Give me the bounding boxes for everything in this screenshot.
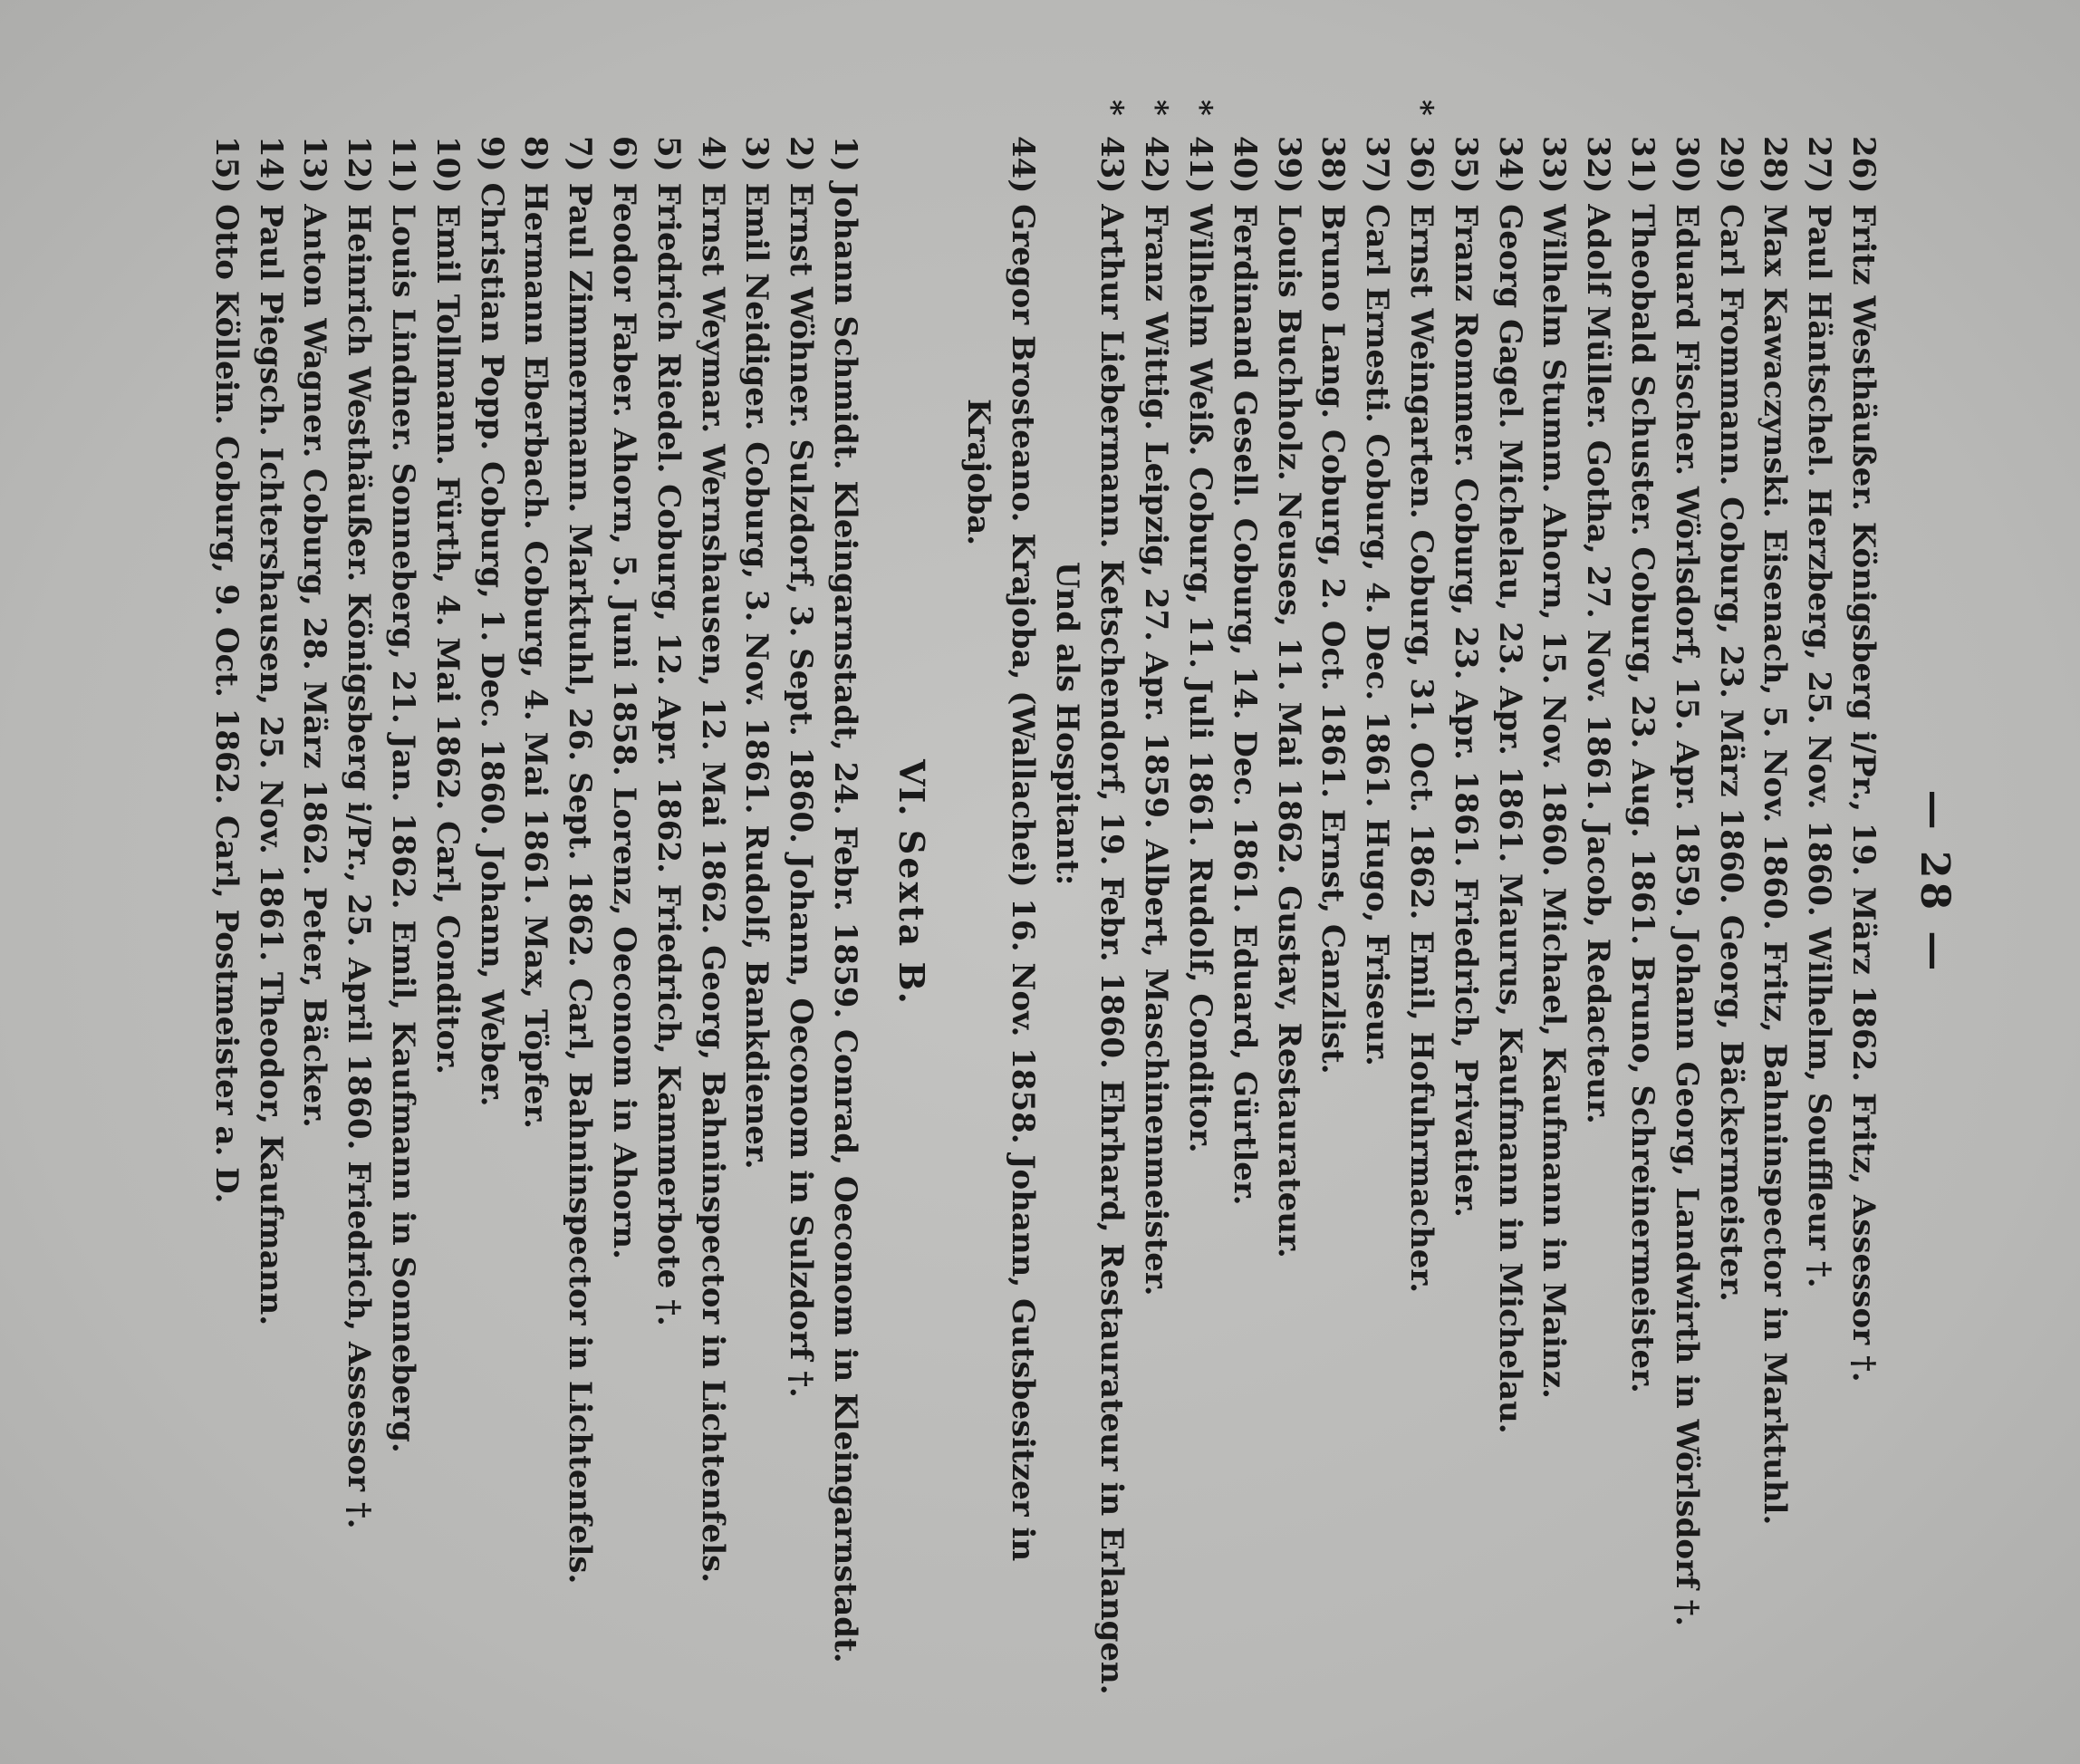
hospitant-block (957, 136, 1089, 1712)
heading-title: Sexta (891, 829, 932, 949)
list-entry (602, 136, 646, 1712)
list-entry (1488, 136, 1532, 1712)
page-number: — 28 — (1911, 789, 1958, 975)
heading-roman-numeral: VI. (891, 759, 932, 817)
list-entry (735, 136, 779, 1712)
list-entry (1796, 136, 1841, 1712)
list-entry (1620, 136, 1664, 1712)
list-entry (1841, 136, 1885, 1712)
list-entry (425, 136, 469, 1712)
entry-text: 12) Heinrich Westhäußer. Königsberg i/Pr., 25. April 1860. Friedrich, Assessor †. (341, 136, 378, 1529)
list-entry (1753, 136, 1797, 1712)
list-entry (1222, 136, 1266, 1712)
entry-text: 41) Wilhelm Weiß. Coburg, 11. Juli 1861. Rudolf, Conditor. (1182, 136, 1219, 1153)
entry-text: 33) Wilhelm Stumm. Ahorn, 15. Nov. 1860. Michael, Kaufmann in Mainz. (1536, 136, 1573, 1399)
entry-text: 11) Louis Lindner. Sonneberg, 21. Jan. 1862. Emil, Kaufmann in Sonneberg. (385, 136, 422, 1453)
asterisk-mark: * (1093, 100, 1131, 116)
entry-text: 37) Carl Ernesti. Coburg, 4. Dec. 1861. Hugo, Friseur. (1359, 136, 1396, 1066)
student-list-section-2 (204, 136, 867, 1712)
list-entry (1399, 100, 1443, 1712)
entry-text: 28) Max Kawaczynski. Eisenach, 5. Nov. 1860. Fritz, Bahninspector in Marktuhl. (1757, 136, 1794, 1526)
list-entry (1575, 136, 1620, 1712)
entry-text: 30) Eduard Fischer. Wörlsdorf, 15. Apr. 1859. Johann Georg, Landwirth in Wörlsdorf †. (1668, 136, 1705, 1627)
entry-text: 3) Emil Neidiger. Coburg, 3. Nov. 1861. Rudolf, Bankdiener. (738, 136, 775, 1170)
list-entry (1178, 100, 1222, 1712)
list-entry (336, 136, 380, 1712)
entry-text: 40) Ferdinand Gesell. Coburg, 14. Dec. 1861. Eduard, Gürtler. (1226, 136, 1263, 1206)
hospitant-entry-continuation: Krajoba. (960, 399, 997, 546)
list-entry (1311, 136, 1355, 1712)
asterisk-mark: * (1403, 100, 1440, 116)
entry-text: 13) Anton Wagner. Coburg, 28. März 1862. Peter, Bäcker. (296, 136, 333, 1128)
list-entry (248, 136, 293, 1712)
asterisk-mark: * (1138, 100, 1175, 116)
list-entry (1266, 136, 1311, 1712)
entry-text: 27) Paul Häntschel. Herzberg, 25. Nov. 1860. Wilhelm, Souffleur †. (1801, 136, 1838, 1288)
list-entry (1090, 100, 1134, 1712)
entry-text: 36) Ernst Weingarten. Coburg, 31. Oct. 1862. Emil, Hofuhrmacher. (1403, 136, 1440, 1294)
list-entry (823, 136, 867, 1712)
entry-text: 2) Ernst Wöhner. Sulzdorf, 3. Sept. 1860. Johann, Oeconom in Sulzdorf †. (783, 136, 820, 1398)
section-heading (891, 0, 932, 1764)
entry-text: 6) Feodor Faber. Ahorn, 5. Juni 1858. Lorenz, Oeconom in Ahorn. (606, 136, 643, 1259)
hospitant-label: Und als Hospitant: (1049, 562, 1085, 886)
heading-letter: B. (891, 961, 932, 1005)
entry-text: 8) Hermann Eberbach. Coburg, 4. Mai 1861. Max, Töpfer. (517, 136, 554, 1129)
entry-text: 10) Emil Tollmann. Fürth, 4. Mai 1862. Carl, Conditor. (429, 136, 466, 1075)
entry-text: 32) Adolf Müller. Gotha, 27. Nov. 1861. Jacob, Redacteur. (1580, 136, 1617, 1124)
list-entry (1354, 136, 1399, 1712)
list-entry (646, 136, 690, 1712)
entry-text: 9) Christian Popp. Coburg, 1. Dec. 1860. Johann, Weber. (473, 136, 510, 1107)
entry-text: 14) Paul Piegsch. Ichtershausen, 25. Nov. 1861. Theodor, Kaufmann. (252, 136, 289, 1326)
list-entry (557, 136, 602, 1712)
entry-text: 34) Georg Gagel. Michelau, 23. Apr. 1861. Maurus, Kaufmann in Michelau. (1491, 136, 1528, 1434)
list-entry (690, 136, 735, 1712)
entry-text: 5) Friedrich Riedel. Coburg, 12. Apr. 1862. Friedrich, Kammerbote †. (650, 136, 687, 1326)
entry-text: 35) Franz Rommer. Coburg, 23. Apr. 1861. Friedrich, Privatier. (1447, 136, 1484, 1218)
list-entry (1664, 136, 1709, 1712)
asterisk-mark: * (1182, 100, 1219, 116)
entry-text: 26) Fritz Westhäußer. Königsberg i/Pr., 19. März 1862. Fritz, Assessor †. (1845, 136, 1882, 1383)
hospitant-entry-line: 44) Gregor Brosteano. Krajoba, (Wallachei) 16. Nov. 1858. Johann, Gutsbesitzer in (1005, 136, 1042, 1562)
list-entry (380, 136, 425, 1712)
student-list-section-1 (1090, 100, 1885, 1712)
entry-text: 39) Louis Buchholz. Neuses, 11. Mai 1862. Gustav, Restaurateur. (1270, 136, 1307, 1258)
list-entry (1443, 136, 1488, 1712)
entry-text: 38) Bruno Lang. Coburg, 2. Oct. 1861. Ernst, Canzlist. (1314, 136, 1352, 1075)
list-entry (514, 136, 558, 1712)
entry-text: 15) Otto Köllein. Coburg, 9. Oct. 1862. Carl, Postmeister a. D. (207, 136, 245, 1204)
entry-text: 1) Johann Schmidt. Kleingarnstadt, 24. Febr. 1859. Conrad, Oeconom in Kleingarnstadt. (827, 136, 863, 1663)
list-entry (469, 136, 514, 1712)
list-entry (1133, 100, 1178, 1712)
list-entry (204, 136, 248, 1712)
list-entry (1709, 136, 1753, 1712)
list-entry (293, 136, 337, 1712)
list-entry (1532, 136, 1576, 1712)
entry-text: 7) Paul Zimmermann. Marktuhl, 26. Sept. 1862. Carl, Bahninspector in Lichtenfels. (562, 136, 599, 1585)
entry-text: 31) Theobald Schuster. Coburg, 23. Aug. 1861. Bruno, Schreinermeister. (1624, 136, 1661, 1393)
entry-text: 43) Arthur Liebermann. Ketschendorf, 19. Febr. 1860. Ehrhard, Restaurateur in Erlangen. (1093, 136, 1131, 1695)
entry-text: 29) Carl Frommann. Coburg, 23. März 1860. Georg, Bäckermeister. (1712, 136, 1749, 1302)
list-entry (778, 136, 823, 1712)
entry-text: 4) Ernst Weymar. Wernshausen, 12. Mai 1862. Georg, Bahninspector in Lichtenfels. (694, 136, 731, 1584)
entry-text: 42) Franz Wittig. Leipzig, 27. Apr. 1859. Albert, Maschinenmeister. (1138, 136, 1175, 1296)
